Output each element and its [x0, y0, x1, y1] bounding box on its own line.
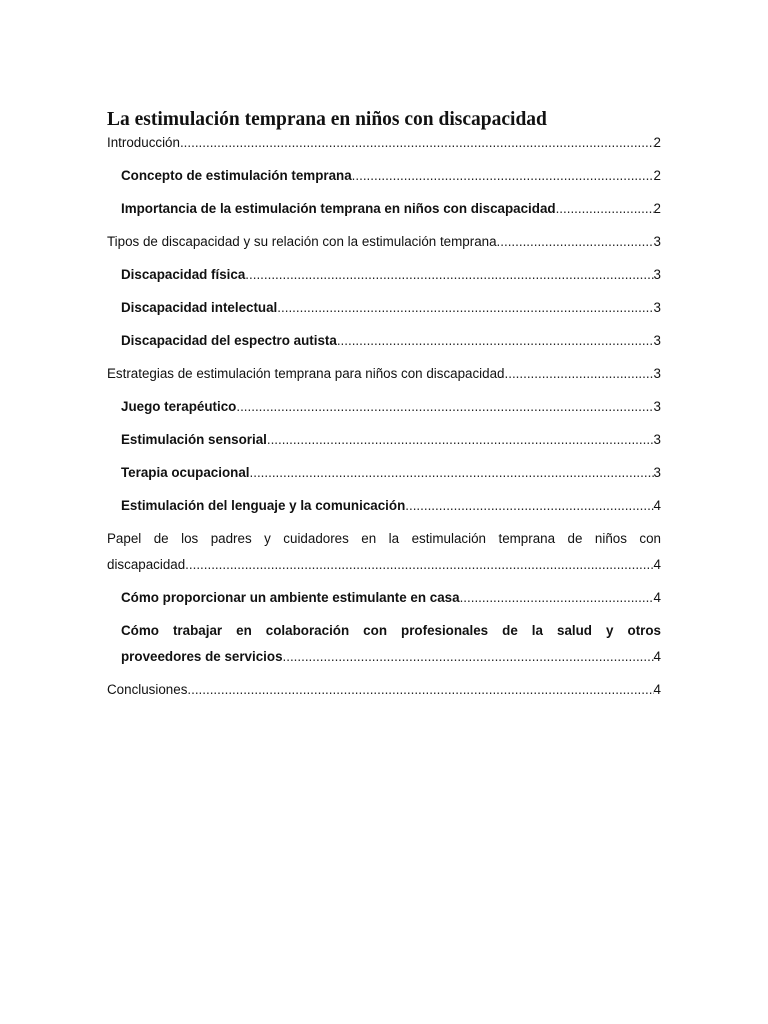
- toc-page-number: 4: [653, 590, 661, 605]
- toc-entry-label: Terapia ocupacional: [121, 465, 250, 480]
- toc-entry-label: Importancia de la estimulación temprana en niños con discapacidad: [121, 201, 556, 216]
- toc-leader-dots: [505, 361, 654, 387]
- toc-leader-dots: [405, 493, 653, 519]
- toc-leader-dots: [352, 163, 654, 189]
- toc-leader-dots: [460, 585, 654, 611]
- toc-leader-dots: [180, 130, 654, 156]
- toc-page-number: 3: [653, 234, 661, 249]
- toc-entry-label: Concepto de estimulación temprana: [121, 168, 352, 183]
- toc-entry-last-line: [107, 552, 661, 578]
- toc-leader-dots: [556, 196, 654, 222]
- toc-entry-estrategias[interactable]: [107, 361, 661, 387]
- toc-leader-dots: [187, 677, 653, 703]
- toc-entry-label: Discapacidad del espectro autista: [121, 333, 337, 348]
- toc-entry-label: Discapacidad física: [121, 267, 246, 282]
- toc-page-number: 3: [653, 267, 661, 282]
- toc-page-number: 3: [653, 366, 661, 381]
- toc-page-number: 3: [653, 333, 661, 348]
- toc-entry-label: Juego terapéutico: [121, 399, 237, 414]
- toc-leader-dots: [277, 295, 653, 321]
- toc-page-number: 3: [653, 300, 661, 315]
- toc-page-number: 3: [653, 432, 661, 447]
- toc-entry-fisica[interactable]: [121, 262, 661, 288]
- toc-entry-lenguaje[interactable]: [121, 493, 661, 519]
- toc-entry-label: Estimulación sensorial: [121, 432, 267, 447]
- toc-entry-colaboracion[interactable]: [121, 618, 661, 670]
- toc-entry-juego[interactable]: [121, 394, 661, 420]
- toc-page-number: 2: [653, 168, 661, 183]
- toc-entry-intelectual[interactable]: [121, 295, 661, 321]
- toc-entry-concepto[interactable]: [121, 163, 661, 189]
- toc-entry-tipos[interactable]: [107, 229, 661, 255]
- toc-entry-ocupacional[interactable]: [121, 460, 661, 486]
- toc-page-number: 3: [653, 399, 661, 414]
- toc-entry-label: Introducción: [107, 135, 180, 150]
- toc-page-number: 4: [653, 649, 661, 664]
- toc-page-number: 4: [653, 682, 661, 697]
- toc-page-number: 2: [653, 135, 661, 150]
- toc-entry-papel-padres[interactable]: [107, 526, 661, 578]
- table-of-contents: [107, 130, 661, 710]
- document-title: La estimulación temprana en niños con discapacidad: [107, 109, 547, 130]
- toc-entry-autista[interactable]: [121, 328, 661, 354]
- toc-entry-introduccion[interactable]: [107, 130, 661, 156]
- toc-page-number: 2: [653, 201, 661, 216]
- toc-leader-dots: [283, 644, 654, 670]
- toc-entry-label: Cómo proporcionar un ambiente estimulante en casa: [121, 590, 460, 605]
- toc-entry-ambiente-casa[interactable]: [121, 585, 661, 611]
- toc-entry-label: Tipos de discapacidad y su relación con la estimulación temprana: [107, 234, 497, 249]
- toc-leader-dots: [337, 328, 654, 354]
- toc-leader-dots: [245, 262, 653, 288]
- toc-leader-dots: [250, 460, 654, 486]
- toc-entry-label-line1: Papel de los padres y cuidadores en la estimulación temprana de niños con: [107, 531, 661, 546]
- toc-entry-sensorial[interactable]: [121, 427, 661, 453]
- toc-leader-dots: [497, 229, 654, 255]
- toc-entry-label: Estrategias de estimulación temprana para niños con discapacidad: [107, 366, 505, 381]
- toc-page-number: 3: [653, 465, 661, 480]
- toc-entry-last-line: [121, 644, 661, 670]
- toc-entry-label-line2: proveedores de servicios: [121, 649, 283, 664]
- toc-leader-dots: [236, 394, 653, 420]
- toc-entry-label: Discapacidad intelectual: [121, 300, 278, 315]
- toc-entry-label-line1: Cómo trabajar en colaboración con profesionales de la salud y otros: [121, 623, 661, 638]
- toc-entry-conclusiones[interactable]: [107, 677, 661, 703]
- toc-entry-label-line2: discapacidad: [107, 557, 186, 572]
- toc-entry-importancia[interactable]: [121, 196, 661, 222]
- toc-page-number: 4: [653, 498, 661, 513]
- toc-leader-dots: [267, 427, 654, 453]
- toc-entry-label: Estimulación del lenguaje y la comunicación: [121, 498, 406, 513]
- toc-leader-dots: [185, 552, 653, 578]
- toc-entry-label: Conclusiones: [107, 682, 188, 697]
- toc-page-number: 4: [653, 557, 661, 572]
